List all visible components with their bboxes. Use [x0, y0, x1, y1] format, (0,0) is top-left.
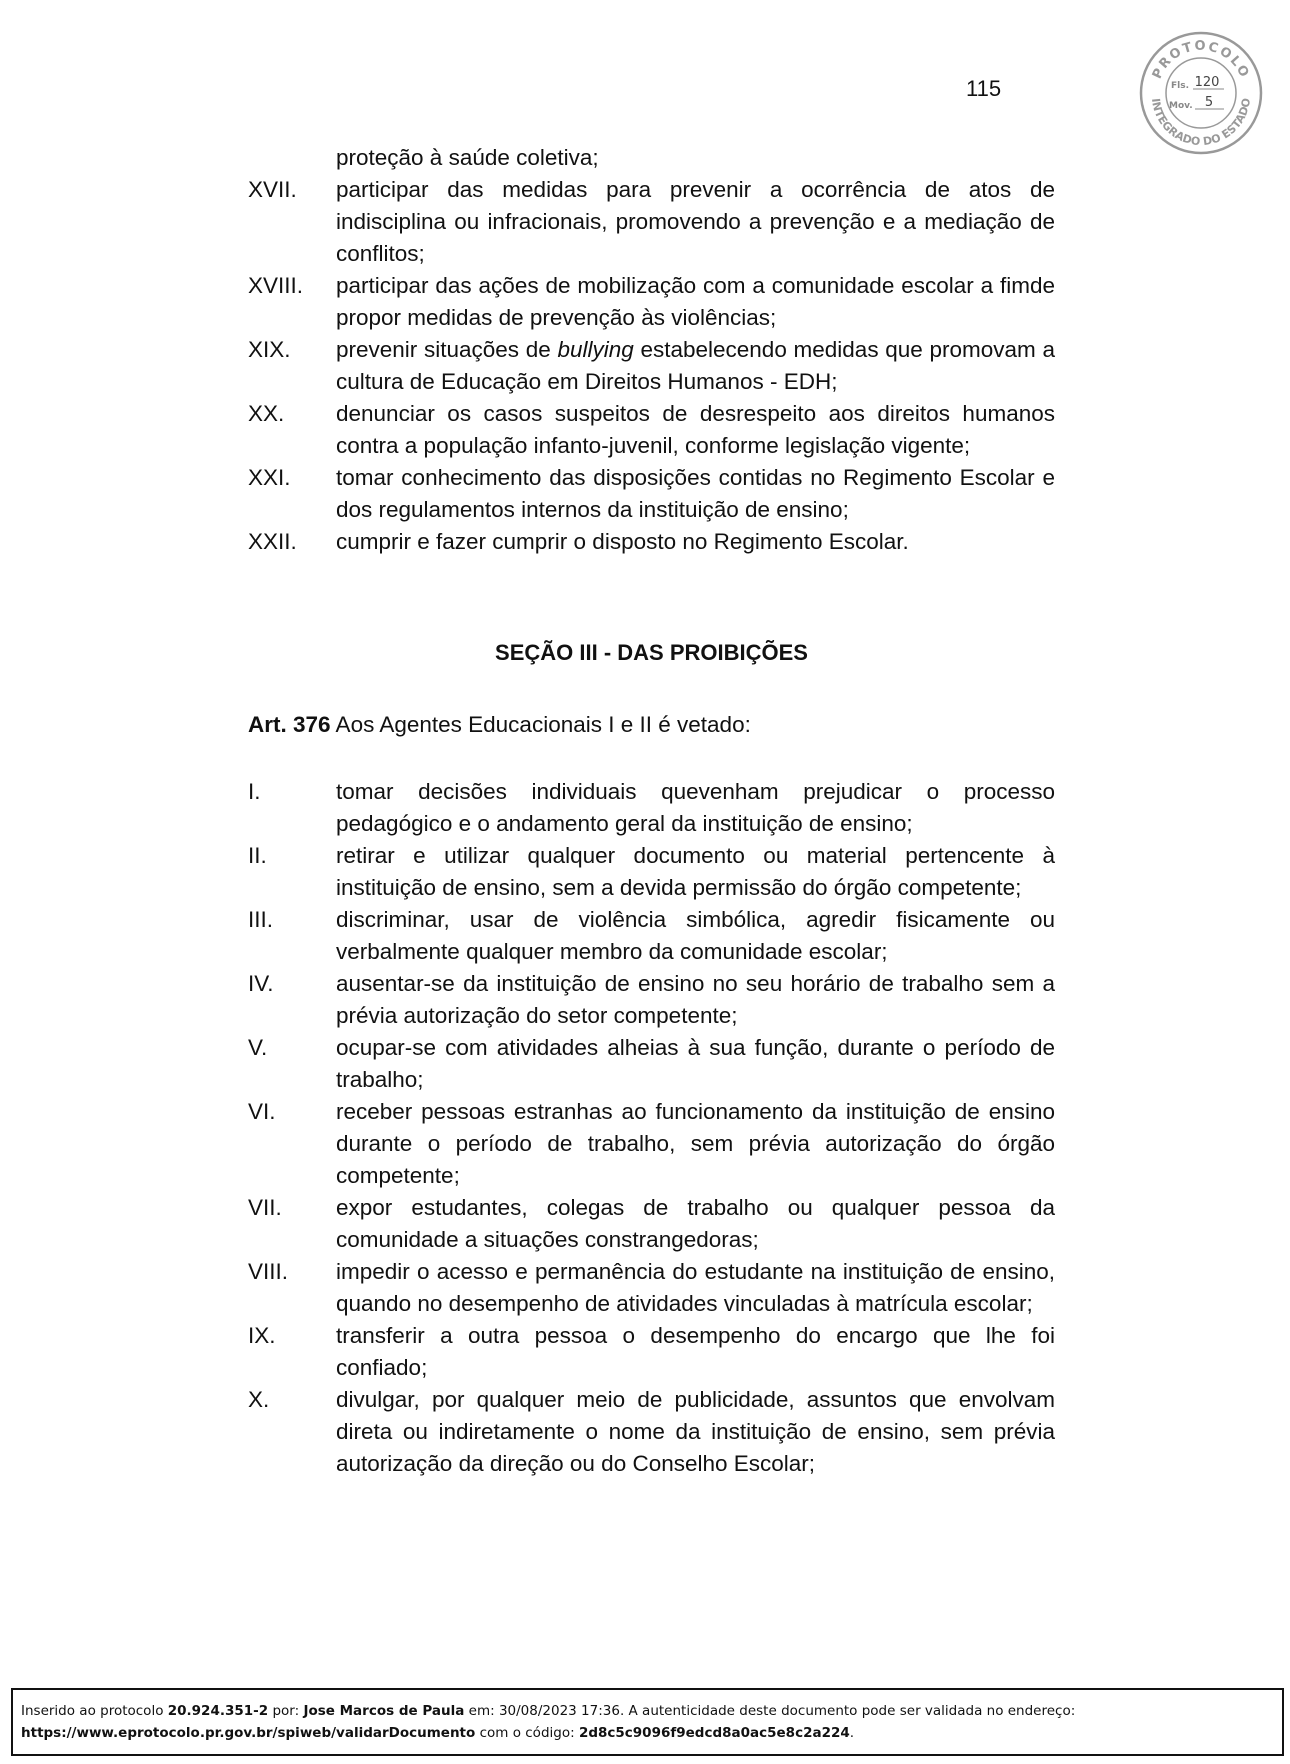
- item-text: tomar conhecimento das disposições contidas no Regimento Escolar e dos regulamentos internos da instituição de ensino;: [336, 465, 1055, 522]
- footer-line-2: [21, 1722, 1274, 1744]
- stamp-mov-value: 5: [1204, 95, 1214, 110]
- footer-text: por:: [268, 1703, 304, 1719]
- protocol-number: 20.924.351-2: [167, 1703, 269, 1719]
- list-item: [248, 1320, 1055, 1384]
- item-number: XVII.: [248, 177, 297, 202]
- item-text: tomar decisões individuais quevenham prejudicar o processo pedagógico e o andamento geral da instituição de ensino;: [336, 779, 1055, 836]
- validation-footer: [11, 1688, 1284, 1756]
- list-item: [248, 334, 1055, 398]
- item-text: expor estudantes, colegas de trabalho ou qualquer pessoa da comunidade a situações constrangedoras;: [336, 1195, 1055, 1252]
- item-text: impedir o acesso e permanência do estudante na instituição de ensino, quando no desempenho de atividades vinculadas à matrícula escolar;: [336, 1259, 1055, 1316]
- item-text: divulgar, por qualquer meio de publicidade, assuntos que envolvam direta ou indiretamente o nome da instituição de ensino, sem prévia autorização da direção ou do Conselho Escolar;: [336, 1387, 1055, 1476]
- item-number: V.: [248, 1035, 268, 1060]
- list-item: [248, 968, 1055, 1032]
- item-number: III.: [248, 907, 274, 932]
- stamp-fls-value: 120: [1194, 75, 1220, 90]
- item-text: ocupar-se com atividades alheias à sua função, durante o período de trabalho;: [336, 1035, 1055, 1092]
- item-number: XIX.: [248, 337, 291, 362]
- item-number: II.: [248, 843, 267, 868]
- item-number: XXII.: [248, 529, 297, 554]
- validation-url[interactable]: https://www.eprotocolo.pr.gov.br/spiweb/validarDocumento: [21, 1725, 476, 1741]
- item-number: XX.: [248, 401, 285, 426]
- item-number: X.: [248, 1387, 270, 1412]
- list-item: [248, 776, 1055, 840]
- stamp-top-text: PROTOCOLO: [1149, 38, 1253, 82]
- item-text-emphasis: bullying: [557, 337, 634, 362]
- item-number: IX.: [248, 1323, 276, 1348]
- validation-code: 2d8c5c9096f9edcd8a0ac5e8c2a224: [578, 1725, 850, 1741]
- protocol-stamp: [1138, 30, 1264, 156]
- article-label: Art. 376: [248, 712, 331, 737]
- article-heading: [248, 712, 751, 738]
- list-item: [248, 1256, 1055, 1320]
- stamp-bottom-text: INTEGRADO DO ESTADO: [1149, 97, 1254, 149]
- item-number: IV.: [248, 971, 274, 996]
- item-text: receber pessoas estranhas ao funcionamento da instituição de ensino durante o período de trabalho, sem prévia autorização do órgão competente;: [336, 1099, 1055, 1188]
- item-number: I.: [248, 779, 261, 804]
- item-number: XXI.: [248, 465, 291, 490]
- section-title: SEÇÃO III - DAS PROIBIÇÕES: [495, 640, 808, 665]
- footer-text: Inserido ao protocolo: [21, 1703, 168, 1719]
- list-prohibitions: [248, 776, 1055, 1480]
- list-item: [248, 1032, 1055, 1096]
- item-text: discriminar, usar de violência simbólica, agredir fisicamente ou verbalmente qualquer membro da comunidade escolar;: [336, 907, 1055, 964]
- list-item: [248, 904, 1055, 968]
- footer-text: com o código:: [475, 1725, 579, 1741]
- list-item: [248, 526, 1055, 558]
- page-number: 115: [966, 76, 1002, 101]
- list-item: [248, 1096, 1055, 1192]
- item-number: XVIII.: [248, 273, 304, 298]
- item-text: retirar e utilizar qualquer documento ou material pertencente à instituição de ensino, sem a devida permissão do órgão competente;: [336, 843, 1055, 900]
- item-text: prevenir situações de: [336, 337, 558, 362]
- list-item: [248, 840, 1055, 904]
- item-text: transferir a outra pessoa o desempenho do encargo que lhe foi confiado;: [336, 1323, 1055, 1380]
- stamp-fls-label: Fls.: [1171, 81, 1190, 91]
- author-name: Jose Marcos de Paula: [303, 1703, 465, 1719]
- item-text: denunciar os casos suspeitos de desrespeito aos direitos humanos contra a população infanto-juvenil, conforme legislação vigente;: [336, 401, 1055, 458]
- item-text: participar das ações de mobilização com a comunidade escolar a fimde propor medidas de prevenção às violências;: [336, 273, 1055, 330]
- item-number: VIII.: [248, 1259, 289, 1284]
- footer-text: .: [849, 1725, 855, 1741]
- item-number: VII.: [248, 1195, 282, 1220]
- item-number: VI.: [248, 1099, 276, 1124]
- footer-line-1: [21, 1700, 1274, 1722]
- item-text: estabelecendo medidas que promovam a cultura de Educação em Direitos Humanos - EDH;: [336, 337, 1055, 394]
- footer-text: em: 30/08/2023 17:36. A autenticidade deste documento pode ser validada no endereço:: [464, 1703, 1076, 1719]
- item-text: participar das medidas para prevenir a ocorrência de atos de indisciplina ou infracionais, promovendo a prevenção e a mediação de conflitos;: [336, 177, 1055, 266]
- list-item: [248, 270, 1055, 334]
- list-duties: [248, 142, 1055, 558]
- list-item: [248, 462, 1055, 526]
- article-text: Aos Agentes Educacionais I e II é vetado:: [330, 712, 751, 737]
- item-text: ausentar-se da instituição de ensino no seu horário de trabalho sem a prévia autorização do setor competente;: [336, 971, 1055, 1028]
- list-item-continuation: proteção à saúde coletiva;: [336, 145, 599, 170]
- list-item: [248, 174, 1055, 270]
- list-item: [248, 1192, 1055, 1256]
- stamp-mov-label: Mov.: [1169, 101, 1193, 111]
- list-item: [248, 1384, 1055, 1480]
- item-text: cumprir e fazer cumprir o disposto no Regimento Escolar.: [336, 529, 909, 554]
- list-item: [248, 398, 1055, 462]
